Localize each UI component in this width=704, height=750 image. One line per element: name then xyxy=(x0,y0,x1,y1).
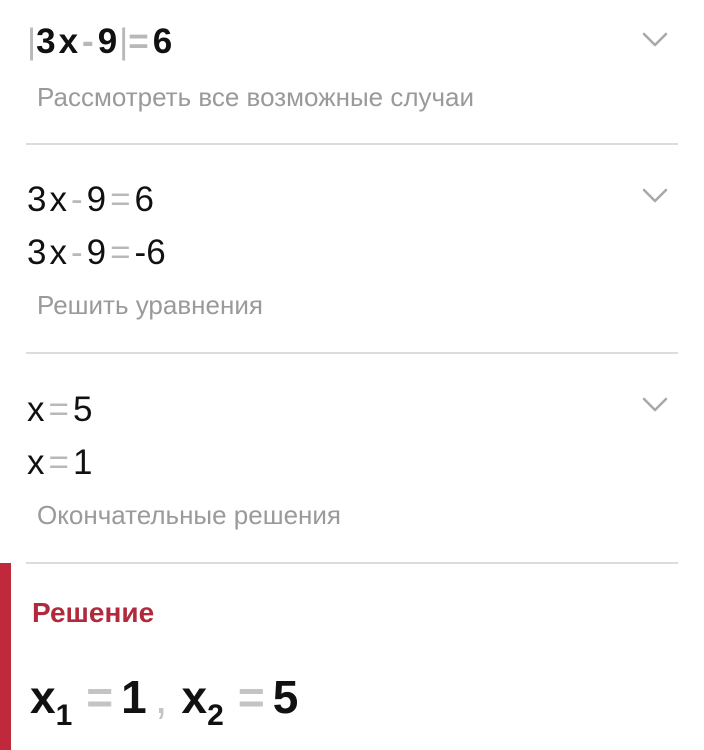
value: 5 xyxy=(272,671,299,723)
step3-solution-2 xyxy=(27,443,92,483)
equals-sign: = xyxy=(128,22,149,61)
subscript: 2 xyxy=(207,699,224,732)
divider xyxy=(26,562,678,564)
coef: 3 xyxy=(27,233,47,272)
equals-sign: = xyxy=(86,671,114,723)
chevron-down-icon[interactable] xyxy=(642,397,668,413)
coef: 3 xyxy=(36,22,56,61)
abs-bar-left: | xyxy=(27,22,37,61)
variable: x xyxy=(181,671,208,723)
minus-sign: - xyxy=(70,233,83,272)
variable: x xyxy=(49,233,67,272)
chevron-down-icon[interactable] xyxy=(642,32,668,48)
step3-solution-1 xyxy=(27,390,92,430)
equals-sign: = xyxy=(110,180,131,219)
minus-sign: - xyxy=(70,180,83,219)
subscript: 1 xyxy=(55,699,73,732)
coef: 3 xyxy=(27,180,47,219)
variable: x xyxy=(27,443,45,482)
value: 1 xyxy=(121,671,147,723)
constant: 9 xyxy=(97,22,118,61)
divider xyxy=(26,143,678,145)
constant: 9 xyxy=(86,180,107,219)
equals-sign: = xyxy=(237,671,265,723)
step3-hint: Окончательные решения xyxy=(37,500,342,530)
equals-sign: = xyxy=(48,443,69,482)
divider xyxy=(26,352,678,354)
equals-sign: = xyxy=(48,390,69,429)
rhs: 6 xyxy=(134,180,155,219)
rhs: 5 xyxy=(72,390,93,429)
abs-bar-right: | xyxy=(119,22,129,61)
minus-sign: - xyxy=(82,22,94,61)
variable: x xyxy=(30,671,56,723)
constant: 9 xyxy=(86,233,107,272)
variable: x xyxy=(27,390,45,429)
rhs: 1 xyxy=(72,443,93,482)
variable: x xyxy=(49,180,67,219)
rhs: 6 xyxy=(152,22,173,61)
solution-accent-bar xyxy=(0,563,11,750)
equals-sign: = xyxy=(110,233,131,272)
rhs: -6 xyxy=(134,233,166,272)
final-answer xyxy=(30,670,299,732)
step2-equation-2 xyxy=(27,233,166,273)
separator: , xyxy=(154,671,168,723)
step2-equation-1 xyxy=(27,180,154,220)
chevron-down-icon[interactable] xyxy=(642,188,668,204)
step1-equation xyxy=(27,22,172,62)
step2-hint: Решить уравнения xyxy=(37,290,263,320)
solution-title: Решение xyxy=(32,597,155,628)
variable: x xyxy=(58,22,79,61)
step1-hint: Рассмотреть все возможные случаи xyxy=(37,82,475,112)
